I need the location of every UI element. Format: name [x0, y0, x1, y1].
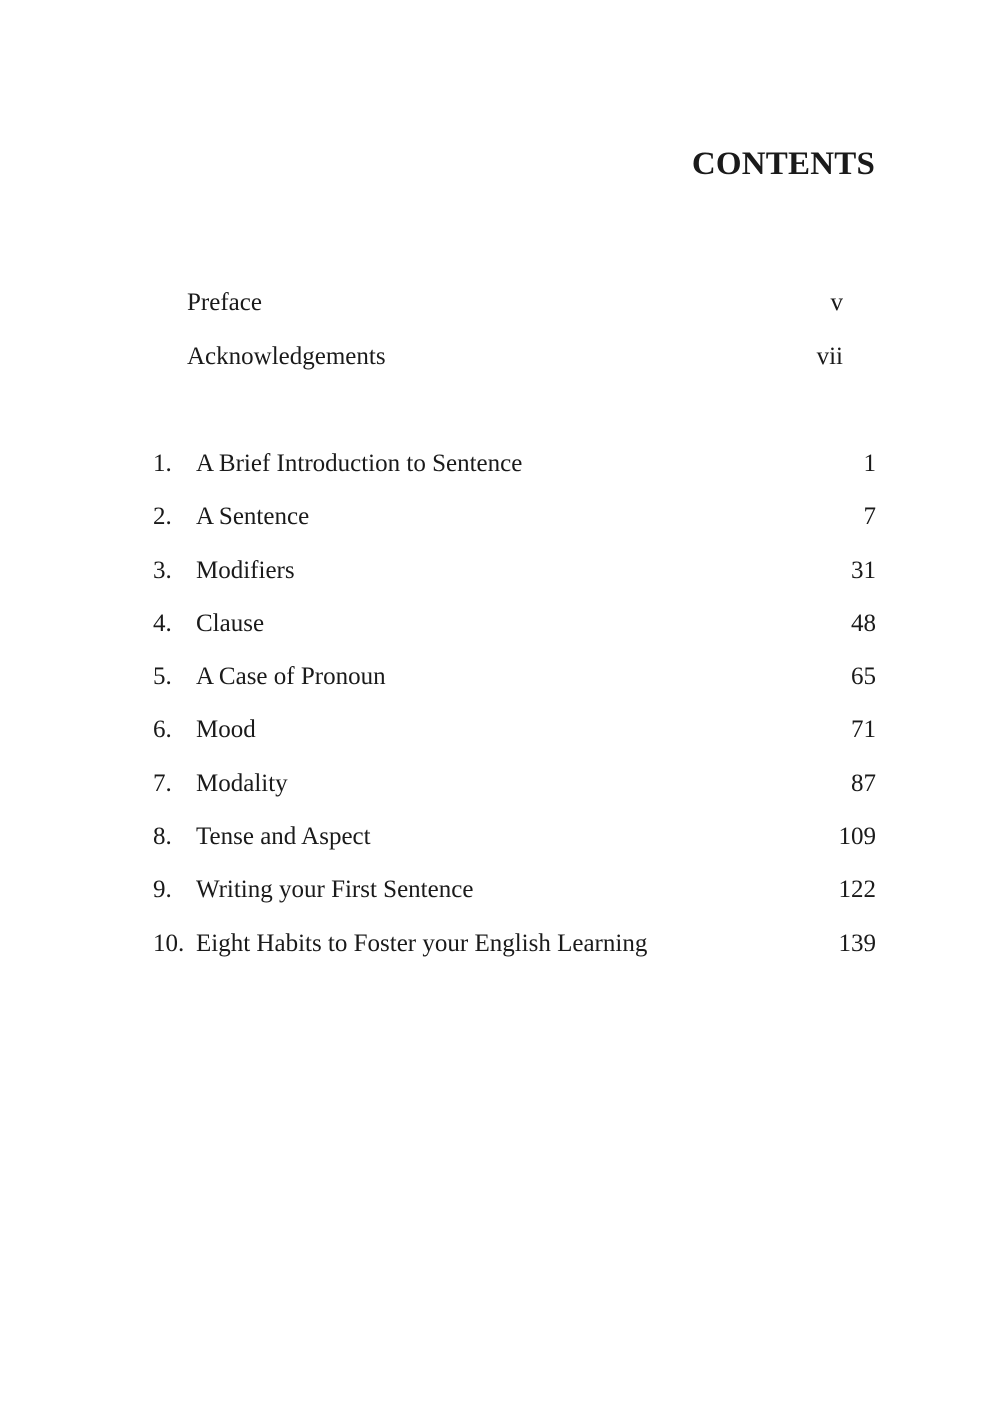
toc-entry-chapter-6[interactable] — [153, 712, 876, 765]
chapter-title: Clause — [196, 609, 265, 637]
toc-entry-chapter-9[interactable] — [153, 872, 876, 925]
chapter-title: Modality — [196, 769, 288, 797]
toc-entry-page: vii — [816, 343, 843, 370]
chapter-number: 3. — [153, 556, 172, 584]
chapter-title: Mood — [196, 716, 256, 744]
chapter-number: 8. — [153, 823, 172, 851]
chapter-page: 48 — [851, 609, 876, 637]
chapter-title: Modifiers — [196, 556, 295, 584]
chapter-page: 65 — [851, 663, 876, 691]
chapter-page: 71 — [851, 716, 876, 744]
chapter-page: 109 — [838, 823, 876, 851]
chapter-page: 7 — [863, 503, 876, 531]
chapter-title: A Sentence — [196, 503, 310, 531]
toc-entry-preface[interactable] — [187, 285, 843, 339]
toc-entry-page: v — [830, 289, 843, 316]
chapter-number: 9. — [153, 876, 172, 904]
toc-entry-chapter-8[interactable] — [153, 819, 876, 872]
toc-entry-label: Acknowledgements — [187, 343, 386, 370]
front-matter-list — [187, 285, 843, 393]
chapter-number: 6. — [153, 716, 172, 744]
chapter-list — [153, 446, 876, 979]
toc-entry-chapter-3[interactable] — [153, 553, 876, 606]
toc-entry-chapter-7[interactable] — [153, 766, 876, 819]
chapter-number: 7. — [153, 769, 172, 797]
chapter-number: 5. — [153, 663, 172, 691]
chapter-title: Eight Habits to Foster your English Learning — [196, 929, 648, 957]
toc-entry-acknowledgements[interactable] — [187, 339, 843, 393]
chapter-title: Writing your First Sentence — [196, 876, 474, 904]
chapter-title: Tense and Aspect — [196, 823, 371, 851]
chapter-page: 31 — [851, 556, 876, 584]
chapter-page: 87 — [851, 769, 876, 797]
toc-entry-chapter-10[interactable] — [153, 926, 876, 979]
chapter-page: 122 — [838, 876, 876, 904]
toc-entry-chapter-4[interactable] — [153, 606, 876, 659]
page-title: CONTENTS — [691, 146, 875, 182]
toc-entry-chapter-5[interactable] — [153, 659, 876, 712]
toc-entry-chapter-2[interactable] — [153, 499, 876, 552]
chapter-page: 139 — [838, 929, 876, 957]
chapter-number: 10. — [153, 929, 185, 957]
chapter-title: A Case of Pronoun — [196, 663, 386, 691]
chapter-number: 1. — [153, 450, 172, 477]
chapter-number: 2. — [153, 503, 172, 531]
chapter-number: 4. — [153, 609, 172, 637]
toc-entry-chapter-1[interactable] — [153, 446, 876, 499]
chapter-title: A Brief Introduction to Sentence — [196, 450, 523, 477]
toc-entry-label: Preface — [187, 289, 262, 316]
chapter-page: 1 — [863, 450, 876, 477]
